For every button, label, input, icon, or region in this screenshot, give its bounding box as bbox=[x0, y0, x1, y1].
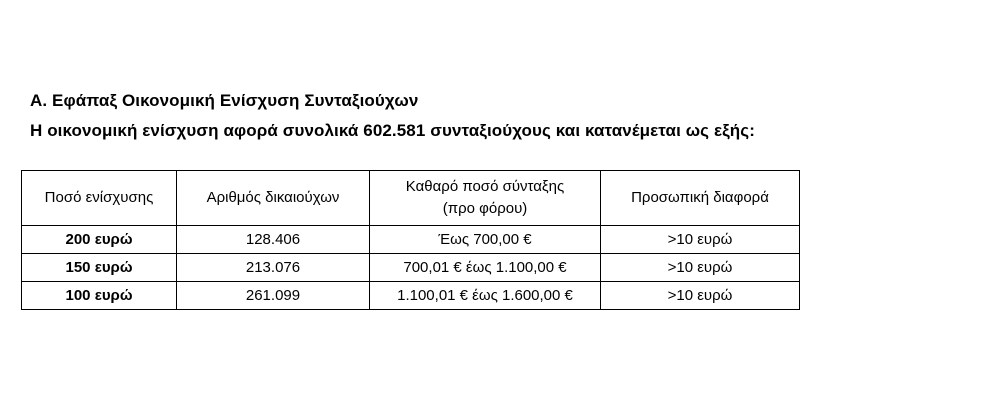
cell-amount: 150 ευρώ bbox=[22, 254, 177, 282]
cell-personal-difference: >10 ευρώ bbox=[601, 282, 800, 310]
cell-amount: 100 ευρώ bbox=[22, 282, 177, 310]
header-net-pension-line1: Καθαρό ποσό σύνταξης bbox=[405, 178, 565, 195]
cell-net-pension: 700,01 € έως 1.100,00 € bbox=[370, 254, 601, 282]
cell-amount: 200 ευρώ bbox=[22, 226, 177, 254]
section-title: Α. Εφάπαξ Οικονομική Ενίσχυση Συνταξιούχων bbox=[30, 91, 419, 110]
header-net-pension bbox=[370, 171, 601, 226]
header-amount: Ποσό ενίσχυσης bbox=[22, 171, 177, 226]
cell-personal-difference: >10 ευρώ bbox=[601, 254, 800, 282]
cell-beneficiaries: 213.076 bbox=[177, 254, 370, 282]
cell-beneficiaries: 128.406 bbox=[177, 226, 370, 254]
cell-net-pension: 1.100,01 € έως 1.600,00 € bbox=[370, 282, 601, 310]
table-row bbox=[22, 226, 800, 254]
header-beneficiaries: Αριθμός δικαιούχων bbox=[177, 171, 370, 226]
support-table bbox=[21, 170, 800, 310]
header-personal-difference: Προσωπική διαφορά bbox=[601, 171, 800, 226]
table-row bbox=[22, 282, 800, 310]
table-header-row bbox=[22, 171, 800, 226]
cell-net-pension: Έως 700,00 € bbox=[370, 226, 601, 254]
section-subtitle: Η οικονομική ενίσχυση αφορά συνολικά 602.581 συνταξιούχους και κατανέμεται ως εξής: bbox=[30, 121, 755, 140]
header-net-pension-line2: (προ φόρου) bbox=[442, 200, 528, 217]
cell-beneficiaries: 261.099 bbox=[177, 282, 370, 310]
cell-personal-difference: >10 ευρώ bbox=[601, 226, 800, 254]
table-row bbox=[22, 254, 800, 282]
